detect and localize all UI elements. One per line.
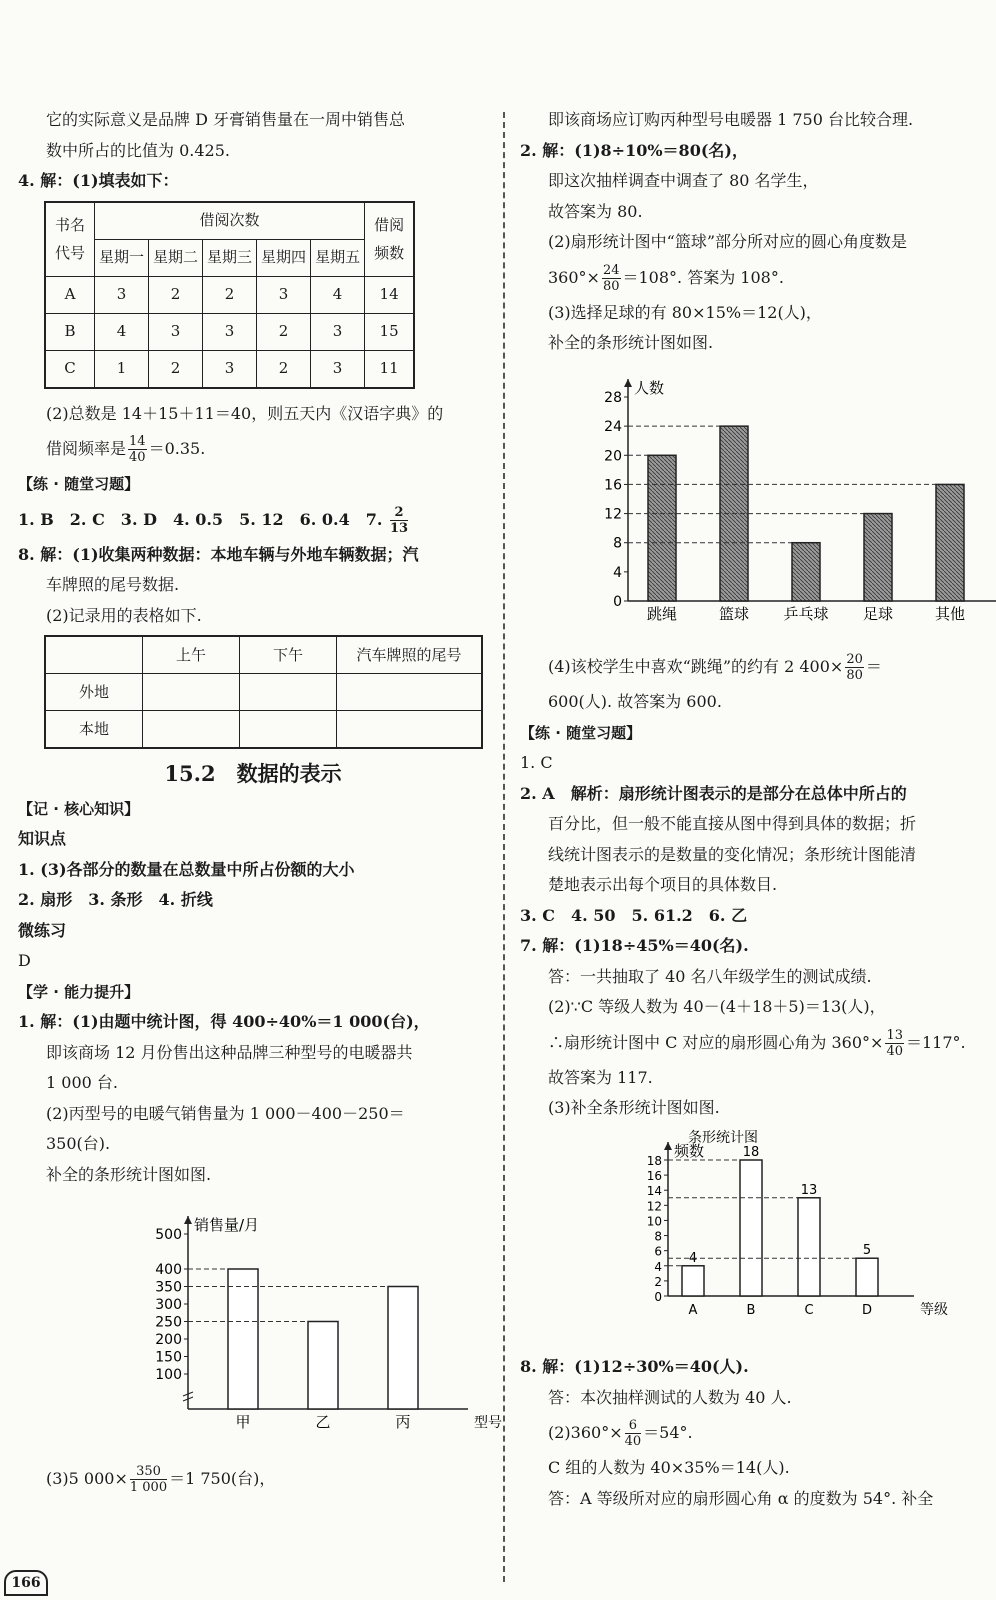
cell: 3 — [203, 350, 257, 388]
text-line: C 组的人数为 40×35%＝14(人). — [548, 1458, 790, 1477]
y-tick-label: 24 — [604, 418, 622, 435]
y-tick-label: 150 — [155, 1349, 182, 1366]
header-freq-1: 借阅 — [374, 216, 405, 234]
section-heading: 【记 · 核心知识】 — [18, 799, 140, 818]
text-line: 即该商场应订购丙种型号电暖器 1 750 台比较合理. — [548, 110, 914, 129]
x-tick-label: A — [688, 1302, 698, 1318]
denominator: 1 000 — [129, 1479, 168, 1495]
y-tick-label: 8 — [654, 1229, 662, 1244]
text-line: (2)总数是 14＋15＋11＝40，则五天内《汉语字典》的 — [46, 403, 444, 423]
y-tick-label: 0 — [613, 593, 622, 610]
day-header: 星期三 — [203, 239, 257, 276]
text-line: 1. (3)各部分的数量在总数量中所占份额的大小 — [18, 859, 355, 879]
text-line: 600(人). 故答案为 600. — [548, 692, 722, 711]
y-axis-label: 频数 — [674, 1141, 705, 1160]
bar — [740, 1160, 762, 1296]
cell: 2 — [149, 276, 203, 313]
header-book: 书名 — [54, 216, 85, 234]
chart-title: 条形统计图 — [688, 1129, 758, 1146]
text: ＝1 750(台)， — [169, 1468, 276, 1488]
chart-grades-svg — [520, 1128, 960, 1338]
y-tick-label: 10 — [646, 1213, 662, 1228]
text: (2)360°× — [548, 1423, 623, 1442]
x-axis-label: 等级 — [920, 1301, 948, 1318]
section-heading: 【学 · 能力提升】 — [18, 982, 140, 1001]
y-axis-arrow — [624, 379, 632, 387]
x-tick-label: B — [746, 1302, 756, 1318]
header-plate-tail: 汽车牌照的尾号 — [337, 636, 483, 674]
subheading: 知识点 — [18, 829, 67, 848]
cell-total: 14 — [365, 276, 415, 313]
x-axis-label: 型号 — [474, 1415, 502, 1431]
text: 借阅频率是 — [46, 439, 127, 458]
x-tick-label: 其他 — [934, 604, 966, 623]
y-tick-label: 4 — [654, 1259, 662, 1274]
numerator: 2 — [390, 505, 408, 521]
text-line: 即该商场 12 月份售出这种品牌三种型号的电暖器共 — [46, 1042, 413, 1062]
text: ＝54°. — [643, 1423, 693, 1442]
y-tick-label: 16 — [646, 1168, 662, 1183]
text-line-frac — [520, 258, 982, 298]
text-line: 数中所占的比值为 0.425. — [46, 140, 230, 160]
cell: 3 — [311, 350, 365, 388]
y-tick-label: 300 — [155, 1297, 182, 1313]
page-number: 166 — [4, 1570, 48, 1596]
text-line: 即这次抽样调查中调查了 80 名学生， — [548, 171, 819, 190]
data-label: 18 — [742, 1144, 760, 1160]
denominator: 40 — [624, 1434, 642, 1449]
text-line: (2)记录用的表格如下. — [46, 605, 202, 625]
y-axis-arrow — [664, 1142, 672, 1150]
denominator: 80 — [602, 278, 620, 294]
y-axis-label: 销售量/月 — [194, 1216, 260, 1234]
text-line: 答：本次抽样测试的人数为 40 人. — [548, 1387, 792, 1407]
problem-8: 8. 解：(1)12÷30%＝40(人). — [520, 1357, 749, 1376]
text-line: D — [18, 951, 31, 970]
text: ＝108°. 答案为 108°. — [622, 267, 784, 287]
borrow-table — [44, 201, 415, 389]
cell-total: 11 — [365, 350, 415, 388]
x-tick-label: D — [861, 1302, 873, 1318]
header-freq-2: 频数 — [374, 244, 405, 262]
cell — [337, 674, 483, 711]
y-tick-label: 12 — [604, 506, 622, 523]
problem-2: 2. 解：(1)8÷10%＝80(名)， — [520, 140, 748, 160]
x-tick-label: 丙 — [395, 1413, 411, 1431]
text: ＝117°. — [906, 1032, 966, 1052]
bar — [792, 542, 820, 600]
chart-sports-svg — [520, 363, 966, 633]
bar — [936, 484, 964, 601]
row-name: A — [45, 276, 95, 313]
text: (3)5 000× — [46, 1468, 128, 1488]
numerator: 24 — [602, 262, 620, 278]
y-tick-label: 6 — [654, 1244, 662, 1259]
text-line: (3)选择足球的有 80×15%＝12(人)， — [548, 302, 822, 322]
cell — [240, 674, 337, 711]
bar — [682, 1265, 704, 1295]
data-label: 13 — [800, 1182, 818, 1198]
cell-total: 15 — [365, 313, 415, 350]
y-axis-label: 人数 — [634, 378, 665, 397]
y-tick-label: 2 — [654, 1274, 662, 1289]
denominator: 13 — [390, 520, 409, 536]
section-heading: 【练 · 随堂习题】 — [18, 475, 140, 493]
bar — [798, 1197, 820, 1295]
chart-grades — [520, 1128, 982, 1349]
text-line: 答：A 等级所对应的扇形圆心角 α 的度数为 54°. 补全 — [548, 1488, 934, 1508]
cell — [337, 711, 483, 749]
header-afternoon: 下午 — [240, 636, 337, 674]
x-tick-label: C — [804, 1302, 814, 1318]
text: 360°× — [548, 267, 600, 287]
problem-7: 7. 解：(1)18÷45%＝40(名). — [520, 936, 749, 955]
y-tick-label: 20 — [604, 447, 622, 464]
cell — [143, 674, 240, 711]
cell: 2 — [149, 350, 203, 388]
x-tick-label: 乒乓球 — [783, 604, 829, 623]
chart-sales-svg — [18, 1194, 502, 1444]
y-tick-label: 16 — [604, 476, 622, 493]
cell: 1 — [95, 350, 149, 388]
row-name: 外地 — [45, 674, 143, 711]
x-tick-label: 篮球 — [718, 604, 750, 623]
text: ＝ — [865, 657, 882, 676]
data-label: 5 — [862, 1242, 872, 1258]
y-tick-label: 250 — [155, 1314, 182, 1331]
bar — [864, 513, 892, 600]
answer-3: 3. C 4. 50 5. 61.2 6. 乙 — [520, 905, 748, 925]
y-tick-label: 200 — [155, 1332, 182, 1348]
cell: 4 — [311, 276, 365, 313]
fraction — [128, 434, 147, 465]
y-tick-label: 350 — [155, 1279, 182, 1296]
header-empty — [45, 636, 143, 674]
y-tick-label: 4 — [613, 564, 622, 581]
problem-1: 1. 解：(1)由题中统计图，得 400÷40%＝1 000(台)， — [18, 1012, 430, 1031]
denominator: 40 — [886, 1043, 903, 1059]
y-tick-label: 12 — [646, 1198, 662, 1213]
text-line: 补全的条形统计图如图. — [46, 1164, 212, 1184]
subheading: 微练习 — [18, 920, 67, 940]
y-tick-label: 0 — [654, 1289, 662, 1304]
bar — [388, 1287, 418, 1410]
numerator: 13 — [886, 1027, 903, 1043]
denominator: 80 — [846, 668, 863, 683]
fraction — [390, 505, 408, 536]
y-tick-label: 500 — [155, 1227, 182, 1243]
text-line: 故答案为 80. — [548, 201, 643, 221]
data-label: 4 — [688, 1250, 698, 1266]
numerator: 6 — [625, 1418, 642, 1434]
chart-sports — [520, 363, 982, 644]
question-4: 4. 解：(1)填表如下： — [18, 171, 179, 190]
text-line-frac — [520, 1413, 982, 1453]
fraction — [625, 1418, 642, 1449]
bar — [856, 1258, 878, 1296]
text: (4)该校学生中喜欢“跳绳”的约有 2 400× — [548, 657, 844, 676]
right-column — [520, 105, 982, 1514]
text-line: (2)∵C 等级人数为 40－(4＋18＋5)＝13(人)， — [548, 997, 886, 1016]
table-row — [45, 276, 414, 313]
fraction — [602, 263, 621, 294]
text-line: (2)丙型号的电暖气销售量为 1 000－400－250＝ — [46, 1103, 405, 1123]
day-header: 星期五 — [311, 239, 365, 276]
record-table — [44, 635, 483, 749]
text: 1. B 2. C 3. D 4. 0.5 5. 12 6. 0.4 7. — [18, 509, 383, 529]
x-tick-label: 跳绳 — [646, 604, 678, 623]
y-tick-label: 28 — [604, 389, 622, 406]
text-line: 车牌照的尾号数据. — [46, 575, 180, 594]
chart-sales — [18, 1194, 502, 1455]
text-line: 百分比，但一般不能直接从图中得到具体的数据；折 — [548, 814, 917, 833]
bar — [648, 455, 676, 601]
day-header: 星期二 — [149, 239, 203, 276]
text: ＝0.35. — [148, 439, 206, 458]
text-line: (2)扇形统计图中“篮球”部分所对应的圆心角度数是 — [548, 232, 908, 251]
y-tick-label: 8 — [613, 535, 622, 552]
text-line: 答：一共抽取了 40 名八年级学生的测试成绩. — [548, 966, 872, 986]
row-name: C — [45, 350, 95, 388]
table-row — [45, 350, 414, 388]
text-line: 故答案为 117. — [548, 1067, 653, 1087]
y-tick-label: 100 — [155, 1367, 182, 1383]
numerator: 14 — [129, 434, 146, 449]
text-line: 1. C — [520, 753, 553, 772]
table-row — [45, 711, 482, 749]
answer-line — [18, 500, 488, 540]
text-line-frac — [520, 647, 982, 687]
day-header: 星期四 — [257, 239, 311, 276]
header-borrow-times: 借阅次数 — [95, 202, 365, 240]
row-name: 本地 — [45, 711, 143, 749]
y-tick-label: 14 — [646, 1183, 662, 1198]
denominator: 40 — [129, 450, 146, 465]
text-line: 线统计图表示的是数量的变化情况；条形统计图能清 — [548, 844, 917, 864]
text-line: 2. 扇形 3. 条形 4. 折线 — [18, 890, 213, 909]
y-tick-label: 18 — [646, 1153, 662, 1168]
text-line: 楚地表示出每个项目的具体数目. — [548, 875, 778, 894]
x-tick-label: 甲 — [235, 1413, 251, 1431]
text-line: 补全的条形统计图如图. — [548, 333, 714, 352]
cell: 2 — [203, 276, 257, 313]
column-divider — [503, 112, 505, 1582]
section-heading: 【练 · 随堂习题】 — [520, 723, 642, 742]
cell: 3 — [311, 313, 365, 350]
text-line: (3)补全条形统计图如图. — [548, 1098, 720, 1117]
x-tick-label: 足球 — [862, 604, 894, 623]
cell — [240, 711, 337, 749]
x-tick-label: 乙 — [315, 1413, 331, 1431]
bar — [228, 1269, 258, 1409]
cell: 4 — [95, 313, 149, 350]
cell: 3 — [149, 313, 203, 350]
text-line-frac — [18, 1459, 488, 1499]
y-tick-label: 400 — [155, 1262, 182, 1278]
table-row — [45, 674, 482, 711]
numerator: 350 — [130, 1464, 167, 1480]
cell: 2 — [257, 313, 311, 350]
cell: 3 — [203, 313, 257, 350]
fraction — [845, 652, 864, 683]
section-title: 15.2 数据的表示 — [164, 761, 342, 786]
header-frequency — [365, 202, 415, 277]
text: ∴扇形统计图中 C 对应的扇形圆心角为 360°× — [548, 1032, 884, 1052]
row-name: B — [45, 313, 95, 350]
bar — [308, 1322, 338, 1410]
numerator: 20 — [846, 652, 863, 667]
answer-2: 2. A 解析：扇形统计图表示的是部分在总体中所占的 — [520, 783, 907, 803]
left-column — [18, 105, 502, 1499]
cell: 3 — [95, 276, 149, 313]
y-axis-arrow — [184, 1216, 192, 1224]
header-code: 代号 — [54, 244, 85, 262]
text-line: 1 000 台. — [46, 1073, 118, 1092]
fraction — [130, 1464, 167, 1495]
cell: 3 — [257, 276, 311, 313]
question-8: 8. 解：(1)收集两种数据：本地车辆与外地车辆数据；汽 — [18, 544, 419, 564]
day-header: 星期一 — [95, 239, 149, 276]
table-row — [45, 313, 414, 350]
header-morning: 上午 — [143, 636, 240, 674]
text-line: 它的实际意义是品牌 D 牙膏销售量在一周中销售总 — [46, 110, 406, 129]
fraction — [885, 1028, 904, 1059]
text-line-frac — [18, 429, 488, 469]
text-line-frac — [520, 1023, 982, 1063]
cell: 2 — [257, 350, 311, 388]
header-book-code — [45, 202, 95, 277]
cell — [143, 711, 240, 749]
text-line: 350(台). — [46, 1134, 111, 1153]
